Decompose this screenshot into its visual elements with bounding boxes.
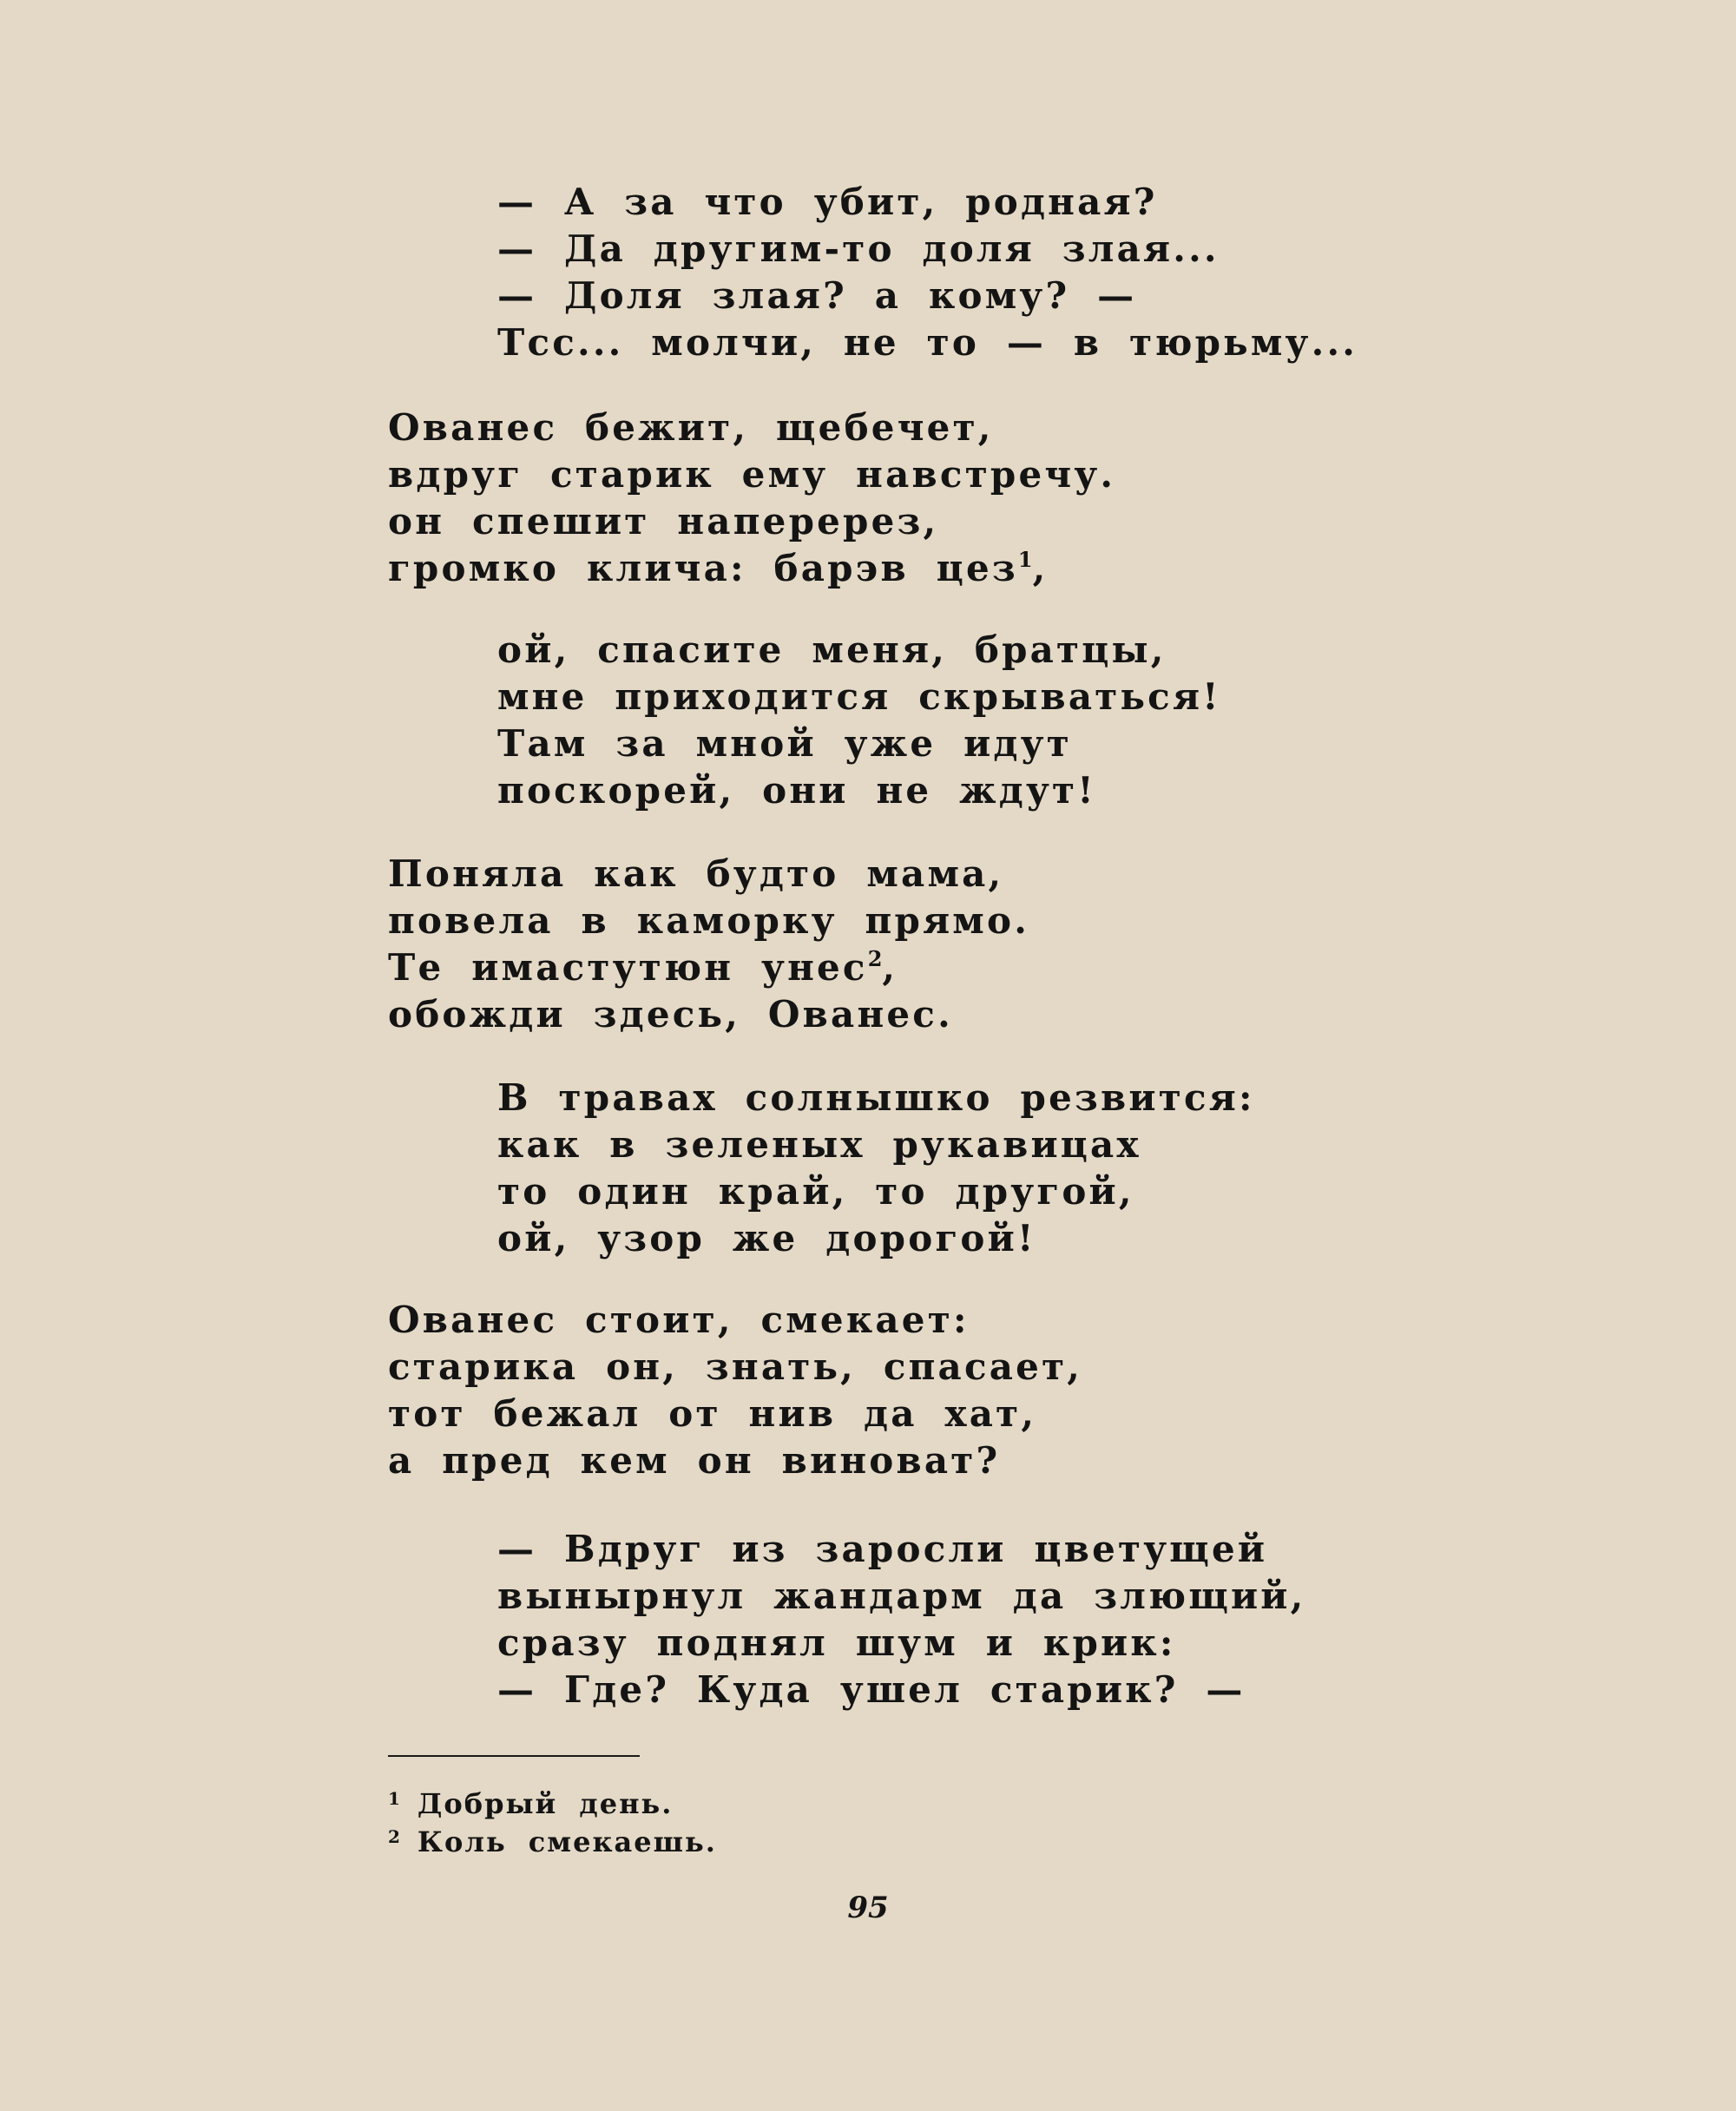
footnote-mark: 2 (388, 1826, 402, 1847)
footnotes (388, 1779, 717, 1856)
verse-text: громко клича: барэв цез (388, 547, 1018, 589)
footnote-ref-1: 1 (1017, 547, 1033, 572)
verse-line: ой, спасите меня, братцы, (497, 628, 1167, 671)
verse-line: — Где? Куда ушел старик? — (497, 1668, 1246, 1711)
verse-line: а пред кем он виноват? (388, 1439, 1001, 1482)
verse-line: то один край, то другой, (497, 1170, 1134, 1213)
stanza-3 (497, 627, 1221, 814)
verse-line: — Доля злая? а кому? — (497, 274, 1137, 317)
footnote-ref-2: 2 (867, 946, 883, 971)
verse-line: — Да другим-то доля злая... (497, 227, 1220, 270)
stanza-4 (388, 851, 1029, 1038)
verse-line: Тсс... молчи, не то — в тюрьму... (497, 321, 1358, 364)
verse-line: повела в каморку прямо. (388, 899, 1030, 942)
verse-line: — А за что убит, родная? (497, 181, 1158, 223)
verse-line: ой, узор же дорогой! (497, 1217, 1036, 1259)
stanza-2 (388, 404, 1115, 592)
verse-line: как в зеленых рукавицах (497, 1123, 1141, 1166)
verse-line: старика он, знать, спасает, (388, 1345, 1083, 1388)
footnote-1 (388, 1779, 717, 1818)
verse-line: обожди здесь, Ованес. (388, 993, 953, 1036)
verse-line: он спешит наперерез, (388, 500, 939, 543)
footnote-text: Коль смекаешь. (417, 1825, 717, 1858)
verse-line: поскорей, они не ждут! (497, 769, 1096, 812)
verse-line: тот бежал от нив да хат, (388, 1392, 1037, 1435)
verse-line: Ованес бежит, щебечет, (388, 406, 994, 449)
stanza-6 (388, 1297, 1082, 1484)
verse-punct: , (1032, 547, 1049, 589)
verse-line (388, 944, 1029, 991)
stanza-7 (497, 1526, 1306, 1713)
verse-line: Ованес стоит, смекает: (388, 1299, 970, 1341)
verse-line: сразу поднял шум и крик: (497, 1621, 1176, 1664)
verse-line: Там за мной уже идут (497, 722, 1072, 765)
stanza-1 (497, 179, 1358, 366)
verse-text: Те имастутюн унес (388, 946, 868, 989)
verse-line: вынырнул жандарм да злющий, (497, 1575, 1306, 1617)
footnote-text: Добрый день. (417, 1787, 674, 1820)
verse-punct: , (882, 946, 898, 989)
verse-line: вдруг старик ему навстречу. (388, 453, 1116, 496)
footnote-mark: 1 (388, 1788, 402, 1809)
footnote-divider (388, 1755, 640, 1757)
verse-line: В травах солнышко резвится: (497, 1076, 1255, 1119)
stanza-5 (497, 1075, 1255, 1262)
footnote-2 (388, 1818, 717, 1856)
page-number: 95 (847, 1891, 889, 1925)
verse-line (388, 545, 1115, 592)
verse-line: Поняла как будто мама, (388, 852, 1004, 895)
verse-line: мне приходится скрываться! (497, 675, 1221, 718)
verse-line: — Вдруг из заросли цветущей (497, 1528, 1268, 1570)
